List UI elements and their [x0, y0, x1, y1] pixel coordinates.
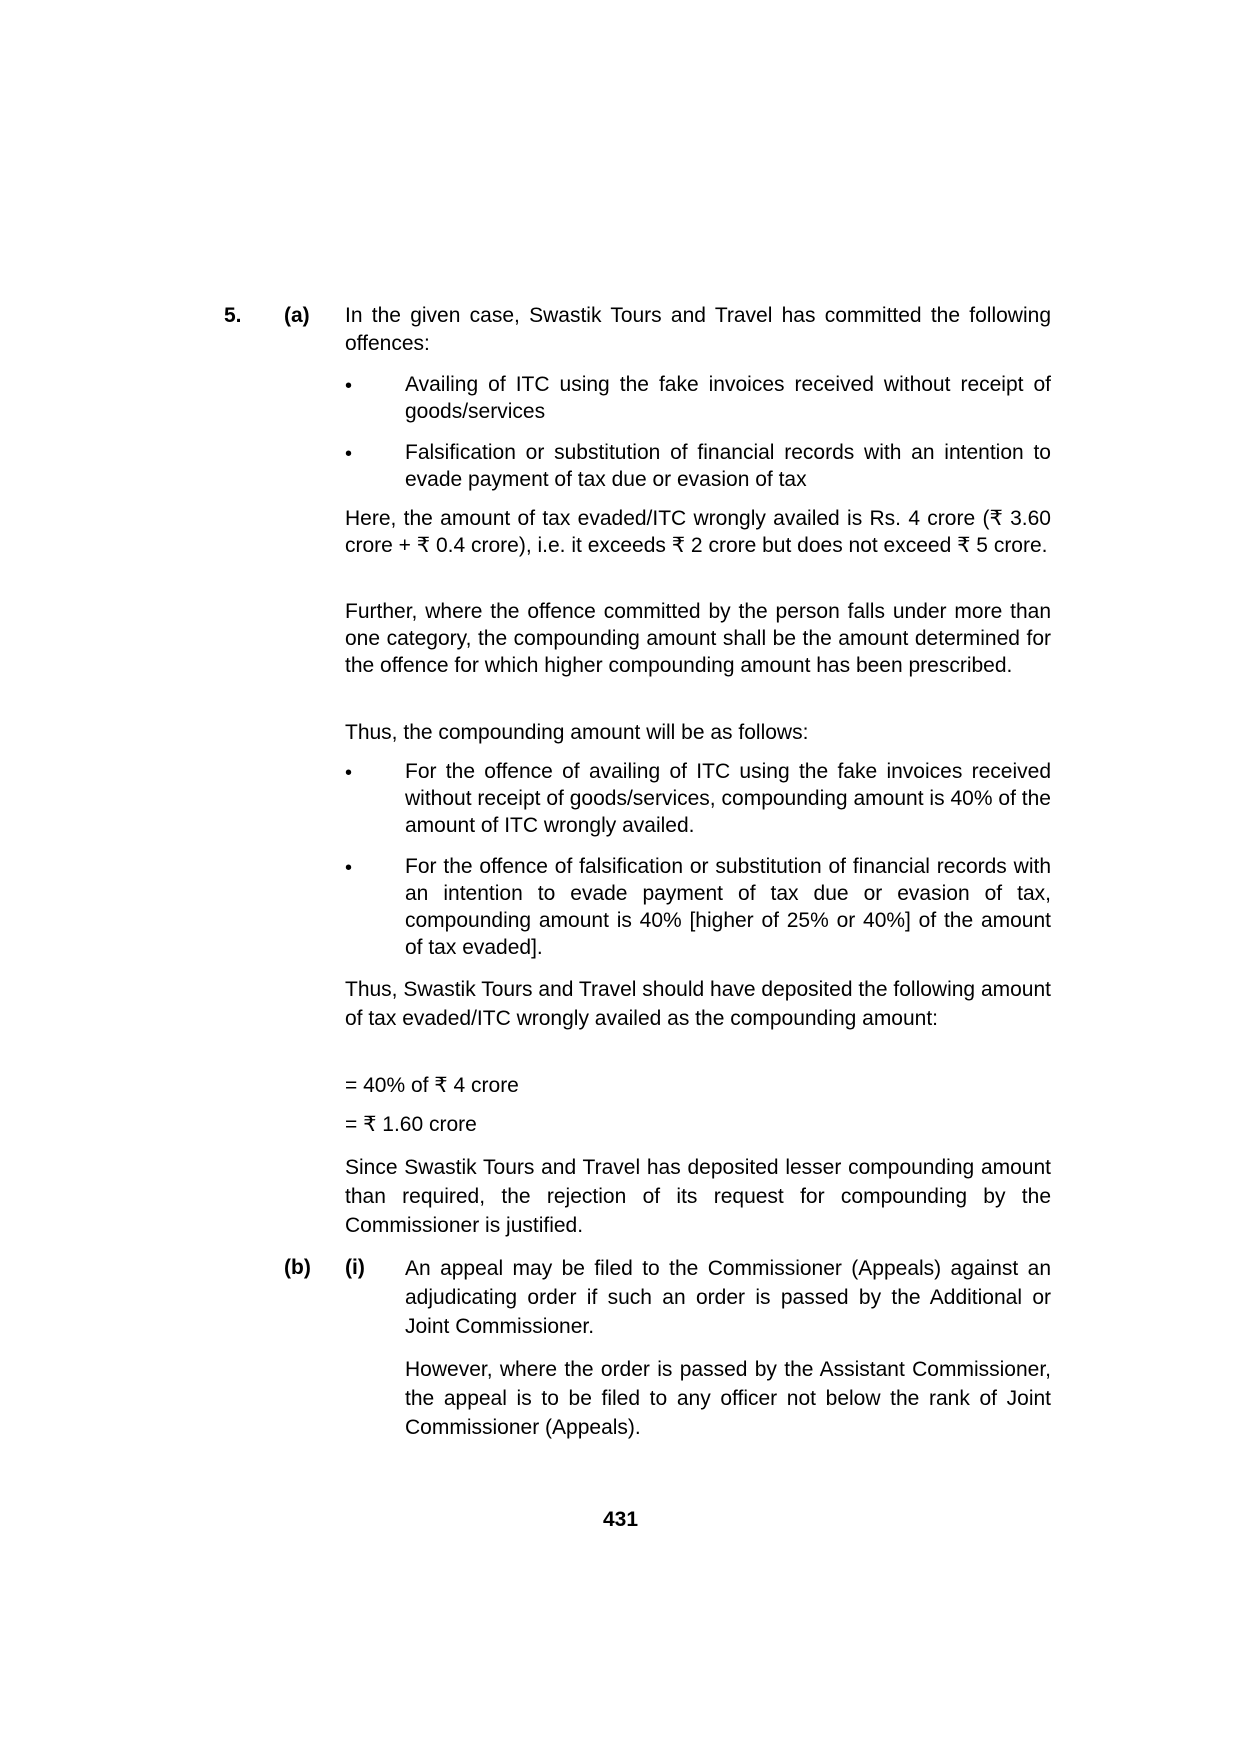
- offence-item: Availing of ITC using the fake invoices received without receipt of goods/services: [405, 373, 1051, 423]
- further-paragraph: Further, where the offence committed by the person falls under more than one category, the compounding amount shall be the amount determined for the offence for which higher compounding amount has been prescribed.: [345, 600, 1051, 677]
- part-a-intro: In the given case, Swastik Tours and Travel has committed the following offences:: [345, 304, 1051, 355]
- deposit-paragraph: Thus, Swastik Tours and Travel should have deposited the following amount of tax evaded/ITC wrongly availed as the compounding amount:: [345, 978, 1051, 1030]
- question-number: 5.: [224, 304, 242, 327]
- bullet-icon: •: [345, 762, 353, 784]
- offence-item: Falsification or substitution of financial records with an intention to evade payment of tax due or evasion of tax: [405, 441, 1051, 491]
- bullet-icon: •: [345, 443, 353, 465]
- part-b-paragraph: However, where the order is passed by the Assistant Commissioner, the appeal is to be filed to any officer not below the rank of Joint Commissioner (Appeals).: [405, 1358, 1051, 1439]
- calculation-line: = 40% of ₹ 4 crore: [345, 1074, 519, 1097]
- bullet-icon: •: [345, 375, 353, 397]
- bullet-icon: •: [345, 857, 353, 879]
- thus-paragraph: Thus, the compounding amount will be as follows:: [345, 721, 809, 744]
- part-b-label: (b): [284, 1256, 311, 1279]
- part-b-sub-label: (i): [345, 1256, 365, 1279]
- compounding-item: For the offence of falsification or substitution of financial records with an intention to evade payment of tax due or evasion of tax, compounding amount is 40% [higher of 25% or 40%] of the amount of tax evaded].: [405, 855, 1051, 959]
- part-a-label: (a): [284, 304, 310, 327]
- compounding-item: For the offence of availing of ITC using the fake invoices received without receipt of goods/services, compounding amount is 40% of the amount of ITC wrongly availed.: [405, 760, 1051, 837]
- conclusion-paragraph: Since Swastik Tours and Travel has deposited lesser compounding amount than required, the rejection of its request for compounding by the Commissioner is justified.: [345, 1156, 1051, 1237]
- amount-paragraph: Here, the amount of tax evaded/ITC wrongly availed is Rs. 4 crore (₹ 3.60 crore + ₹ 0.4 crore), i.e. it exceeds ₹ 2 crore but does not exceed ₹ 5 crore.: [345, 507, 1051, 557]
- part-b-paragraph: An appeal may be filed to the Commissioner (Appeals) against an adjudicating order if such an order is passed by the Additional or Joint Commissioner.: [405, 1257, 1051, 1338]
- page-number: 431: [602, 1508, 639, 1531]
- calculation-line: = ₹ 1.60 crore: [345, 1113, 477, 1136]
